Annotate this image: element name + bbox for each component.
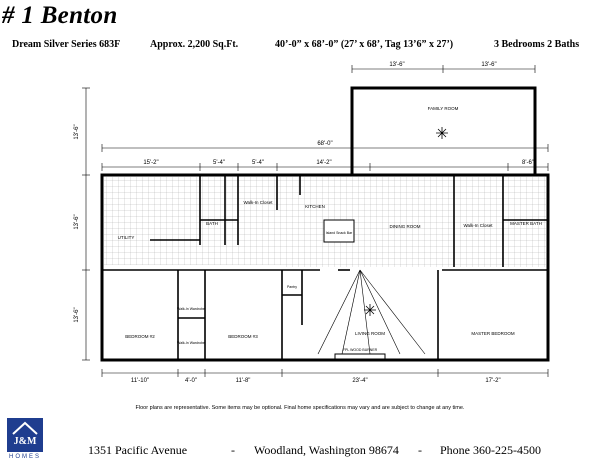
dim-utility: 15'-2" [143,160,159,166]
room-walkin-2: Walk-In Closet [463,223,493,228]
dim-kitchen: 14'-2" [316,160,332,166]
footer-separator-2: - [418,443,422,457]
room-living: LIVING ROOM [354,331,386,336]
dim-master-bath: 8'-6" [522,160,534,166]
dim-bedroom2: 11'-10" [130,378,150,384]
footer-street: 1351 Pacific Avenue [88,443,188,457]
dim-overall-length: 68'-0" [317,141,333,147]
room-bath: BATH [206,221,218,226]
dim-top-family-left: 13'-6" [389,62,405,68]
wardrobe-label-2: Walk-In Wardrobe [177,341,205,345]
dim-walkin: 5'-4" [252,160,264,166]
logo-subtitle: HOMES [8,454,41,460]
logo-name: J&M [13,436,37,447]
room-kitchen: KITCHEN [305,204,325,209]
room-master-bath: MASTER BATH [510,221,542,226]
dim-master-bedroom: 17'-2" [485,378,501,384]
pantry-label: Pantry [286,285,298,289]
dim-living: 23'-4" [352,378,368,384]
dim-hall: 4'-0" [185,378,197,384]
dim-top-family-right: 13'-6" [481,62,497,68]
dim-bath: 5'-4" [213,160,225,166]
tile-floor-utility [104,177,284,265]
room-bedroom3: BEDROOM #3 [228,334,258,339]
wardrobe-label-1: Walk-In Wardrobe [177,307,205,311]
room-family: FAMILY ROOM [427,106,459,111]
bed-bath-count: 3 Bedrooms 2 Baths [494,39,580,50]
dim-left-top: 13'-6" [74,124,80,140]
island-label: Island Snack Bar [325,231,353,235]
footer-separator-1: - [231,443,235,457]
floor-plan [70,60,570,384]
room-master-bedroom: MASTER BEDROOM [471,331,515,336]
dim-bedroom3: 11'-8" [235,378,251,384]
room-utility: UTILITY [117,235,135,240]
footer-city: Woodland, Washington 98674 [254,443,399,457]
dim-left-bottom: 13'-6" [74,307,80,323]
company-logo [7,418,43,464]
tile-floor-kitchen [284,177,454,267]
room-bedroom2: BEDROOM #2 [125,334,155,339]
square-footage: Approx. 2,200 Sq.Ft. [150,39,239,50]
disclaimer-text: Floor plans are representative. Some items may be optional. Final home specifications may vary and are subject to change at any time. [135,405,465,411]
footer-phone: Phone 360-225-4500 [440,443,541,457]
overall-dimensions: 40’-0” x 68’-0” (27’ x 68’, Tag 13’6” x 27’) [275,39,454,50]
plan-title: # 1 Benton [2,2,118,29]
fireplace-label: FPL WOOD BURNER [342,348,378,352]
series-name: Dream Silver Series 683F [12,39,121,50]
vaulted-ceiling-lines [318,270,425,359]
dim-left-middle: 13'-6" [74,214,80,230]
floor-plan-drawing [70,60,570,384]
room-dining: DINING ROOM [389,224,421,229]
room-walkin-1: Walk-In Closet [243,200,273,205]
